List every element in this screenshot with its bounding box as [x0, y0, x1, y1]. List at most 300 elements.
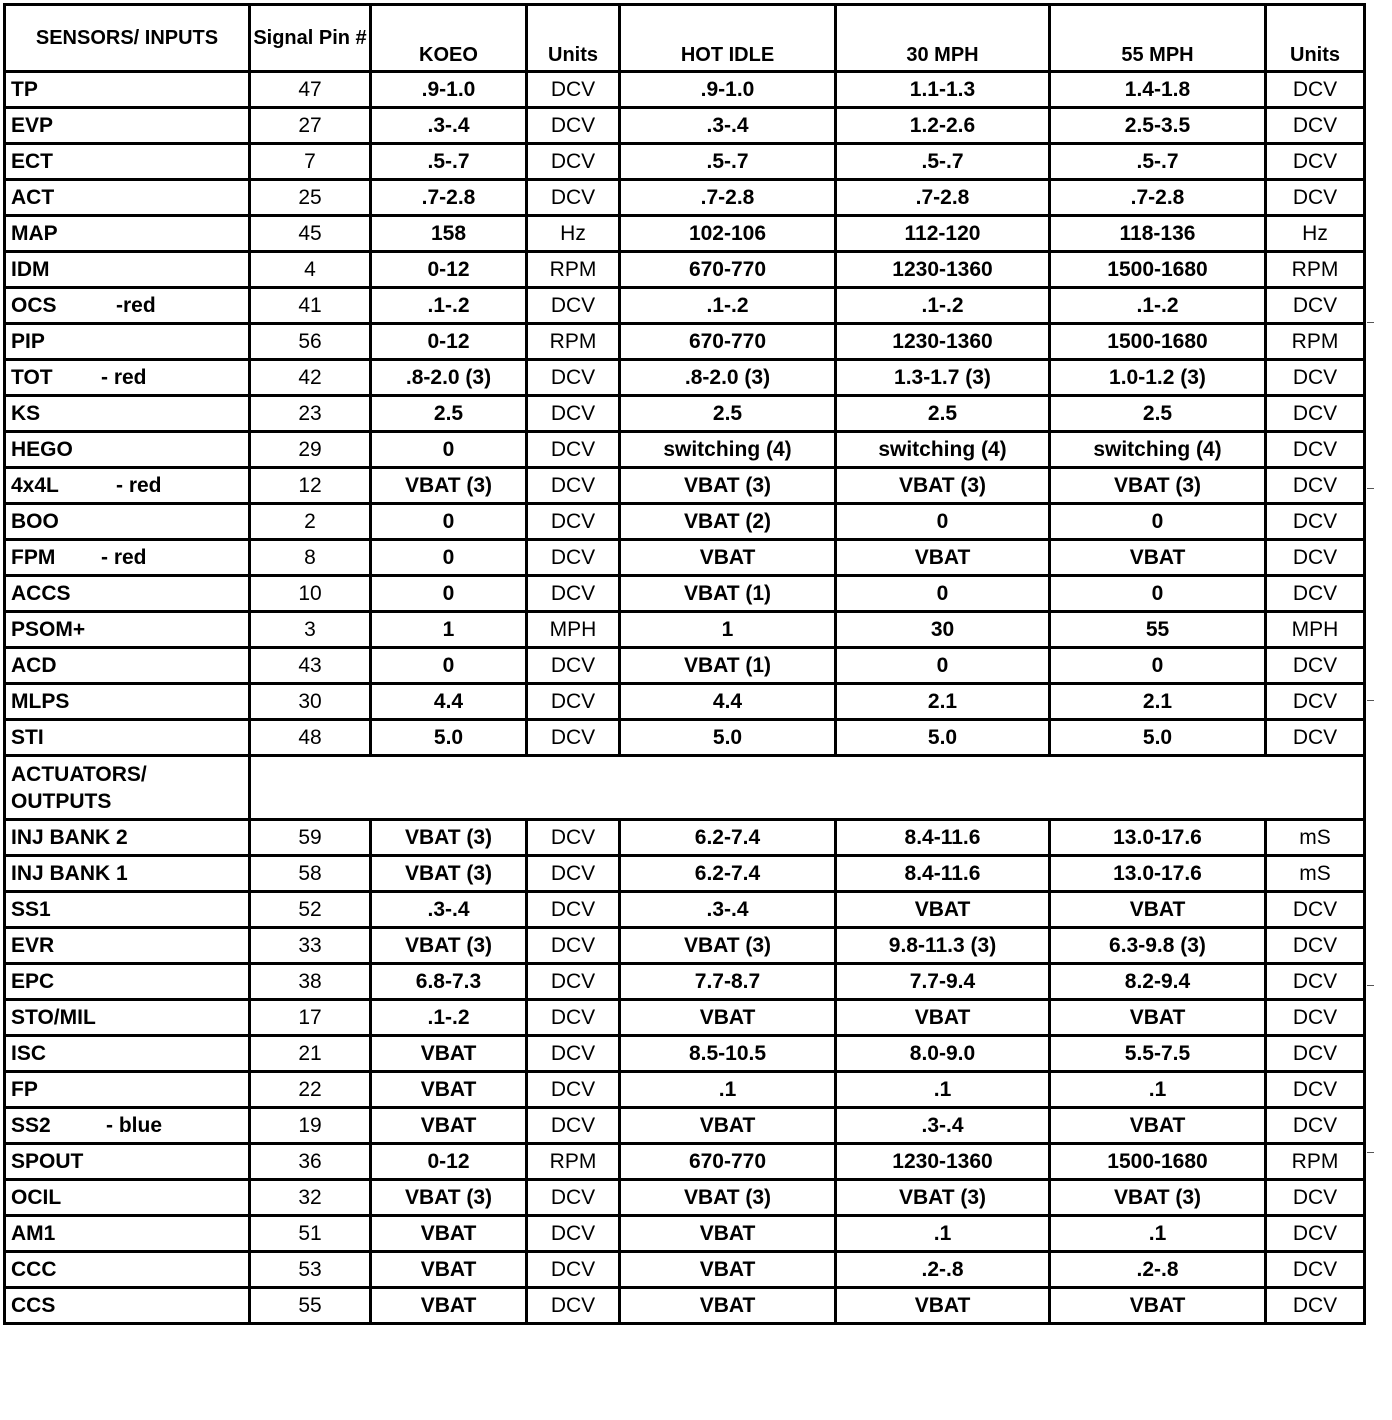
table-row	[5, 324, 1365, 360]
margin-tick	[1367, 488, 1374, 489]
value-cell-units1: DCV	[527, 72, 620, 108]
value-cell-mph55: .1	[1050, 1072, 1266, 1108]
value-cell-koeo: 2.5	[371, 396, 527, 432]
value-cell-koeo: VBAT	[371, 1108, 527, 1144]
table-row	[5, 928, 1365, 964]
signal-name-cell	[5, 324, 250, 360]
table-row	[5, 396, 1365, 432]
value-cell-mph55: VBAT	[1050, 540, 1266, 576]
value-cell-mph30: VBAT	[836, 1288, 1050, 1324]
table-row	[5, 720, 1365, 756]
value-cell-mph30: 8.4-11.6	[836, 820, 1050, 856]
value-cell-mph30: 2.5	[836, 396, 1050, 432]
value-cell-mph30: 8.0-9.0	[836, 1036, 1050, 1072]
signal-name: INJ BANK 1	[11, 861, 128, 885]
value-cell-units1: RPM	[527, 252, 620, 288]
signal-name-cell	[5, 180, 250, 216]
signal-name-cell	[5, 648, 250, 684]
table-row	[5, 576, 1365, 612]
value-cell-hot-idle: 670-770	[620, 1144, 836, 1180]
value-cell-mph30: .3-.4	[836, 1108, 1050, 1144]
signal-name: PIP	[11, 329, 45, 353]
table-row	[5, 1108, 1365, 1144]
signal-name: KS	[11, 401, 41, 425]
value-cell-koeo: 0	[371, 576, 527, 612]
value-cell-units2: DCV	[1266, 928, 1365, 964]
value-cell-units2: DCV	[1266, 576, 1365, 612]
value-cell-koeo: .7-2.8	[371, 180, 527, 216]
signal-name-cell	[5, 1288, 250, 1324]
value-cell-mph30: 5.0	[836, 720, 1050, 756]
value-cell-pin: 41	[250, 288, 371, 324]
value-cell-koeo: 1	[371, 612, 527, 648]
value-cell-koeo: 0	[371, 432, 527, 468]
value-cell-hot-idle: VBAT (1)	[620, 576, 836, 612]
value-cell-pin: 45	[250, 216, 371, 252]
signal-name: ECT	[11, 149, 53, 173]
value-cell-hot-idle: VBAT	[620, 1252, 836, 1288]
value-cell-units2: MPH	[1266, 612, 1365, 648]
value-cell-pin: 12	[250, 468, 371, 504]
value-cell-hot-idle: .3-.4	[620, 892, 836, 928]
value-cell-mph55: 0	[1050, 648, 1266, 684]
value-cell-hot-idle: .1-.2	[620, 288, 836, 324]
table-row	[5, 252, 1365, 288]
value-cell-hot-idle: 670-770	[620, 324, 836, 360]
table-row	[5, 360, 1365, 396]
value-cell-koeo: 4.4	[371, 684, 527, 720]
signal-name: EVP	[11, 113, 54, 137]
value-cell-units1: MPH	[527, 612, 620, 648]
value-cell-koeo: VBAT (3)	[371, 928, 527, 964]
value-cell-mph30: 30	[836, 612, 1050, 648]
value-cell-pin: 29	[250, 432, 371, 468]
value-cell-pin: 36	[250, 1144, 371, 1180]
table-row	[5, 1036, 1365, 1072]
value-cell-pin: 8	[250, 540, 371, 576]
value-cell-hot-idle: 8.5-10.5	[620, 1036, 836, 1072]
header-row	[5, 5, 1365, 72]
signal-name: FPM	[11, 545, 56, 569]
value-cell-koeo: 5.0	[371, 720, 527, 756]
signal-name-cell	[5, 1072, 250, 1108]
value-cell-mph55: VBAT (3)	[1050, 468, 1266, 504]
value-cell-units2: DCV	[1266, 1180, 1365, 1216]
value-cell-units1: DCV	[527, 648, 620, 684]
value-cell-koeo: 0	[371, 648, 527, 684]
signal-name-cell	[5, 856, 250, 892]
value-cell-units1: DCV	[527, 468, 620, 504]
signal-name: 4x4L	[11, 473, 59, 497]
table-row	[5, 1180, 1365, 1216]
signal-name-cell	[5, 360, 250, 396]
value-cell-hot-idle: 5.0	[620, 720, 836, 756]
value-cell-koeo: 0	[371, 504, 527, 540]
value-cell-units2: DCV	[1266, 1072, 1365, 1108]
signal-name: ACCS	[11, 581, 71, 605]
signal-name-cell	[5, 892, 250, 928]
value-cell-units2: DCV	[1266, 1216, 1365, 1252]
table-row	[5, 1000, 1365, 1036]
value-cell-pin: 19	[250, 1108, 371, 1144]
value-cell-hot-idle: 670-770	[620, 252, 836, 288]
value-cell-pin: 17	[250, 1000, 371, 1036]
table-row	[5, 856, 1365, 892]
value-cell-units1: DCV	[527, 432, 620, 468]
signal-name-cell	[5, 1108, 250, 1144]
value-cell-units2: DCV	[1266, 1252, 1365, 1288]
value-cell-koeo: VBAT (3)	[371, 1180, 527, 1216]
table-row	[5, 504, 1365, 540]
value-cell-mph55: 118-136	[1050, 216, 1266, 252]
value-cell-units2: DCV	[1266, 684, 1365, 720]
value-cell-pin: 4	[250, 252, 371, 288]
value-cell-hot-idle: VBAT (3)	[620, 928, 836, 964]
signal-name: SPOUT	[11, 1149, 84, 1173]
value-cell-mph30: .1	[836, 1072, 1050, 1108]
value-cell-mph30: 1230-1360	[836, 252, 1050, 288]
value-cell-pin: 53	[250, 1252, 371, 1288]
value-cell-hot-idle: 2.5	[620, 396, 836, 432]
value-cell-mph30: VBAT (3)	[836, 468, 1050, 504]
value-cell-mph30: .5-.7	[836, 144, 1050, 180]
value-cell-hot-idle: .7-2.8	[620, 180, 836, 216]
value-cell-units2: DCV	[1266, 288, 1365, 324]
value-cell-mph55: VBAT (3)	[1050, 1180, 1266, 1216]
value-cell-units1: DCV	[527, 504, 620, 540]
signal-name-cell	[5, 468, 250, 504]
header-koeo: KOEO	[371, 5, 527, 72]
value-cell-koeo: VBAT	[371, 1072, 527, 1108]
value-cell-mph30: 8.4-11.6	[836, 856, 1050, 892]
value-cell-koeo: .8-2.0 (3)	[371, 360, 527, 396]
table-row	[5, 964, 1365, 1000]
signal-name: FP	[11, 1077, 38, 1101]
signal-name-cell	[5, 540, 250, 576]
value-cell-units1: DCV	[527, 1036, 620, 1072]
value-cell-hot-idle: VBAT	[620, 1216, 836, 1252]
signal-name: INJ BANK 2	[11, 825, 128, 849]
value-cell-units1: DCV	[527, 928, 620, 964]
value-cell-mph30: .1-.2	[836, 288, 1050, 324]
signal-name-cell	[5, 1180, 250, 1216]
value-cell-mph55: 1500-1680	[1050, 252, 1266, 288]
value-cell-mph30: switching (4)	[836, 432, 1050, 468]
signal-name: AM1	[11, 1221, 56, 1245]
value-cell-mph55: .1	[1050, 1216, 1266, 1252]
section-row-outputs	[5, 756, 1365, 820]
table-row	[5, 648, 1365, 684]
header-units-2: Units	[1266, 5, 1365, 72]
value-cell-units2: DCV	[1266, 504, 1365, 540]
value-cell-mph55: 2.1	[1050, 684, 1266, 720]
signal-name-cell	[5, 144, 250, 180]
value-cell-units1: DCV	[527, 108, 620, 144]
signal-name-cell	[5, 504, 250, 540]
value-cell-mph55: switching (4)	[1050, 432, 1266, 468]
value-cell-koeo: 0-12	[371, 1144, 527, 1180]
table-row	[5, 1252, 1365, 1288]
value-cell-units2: DCV	[1266, 360, 1365, 396]
value-cell-mph30: 0	[836, 504, 1050, 540]
value-cell-mph55: 0	[1050, 504, 1266, 540]
value-cell-koeo: VBAT	[371, 1216, 527, 1252]
signal-name: HEGO	[11, 437, 73, 461]
header-sensors-inputs: SENSORS/ INPUTS	[5, 5, 250, 72]
value-cell-mph55: 13.0-17.6	[1050, 856, 1266, 892]
value-cell-mph30: 1230-1360	[836, 324, 1050, 360]
wire-color-note: -red	[116, 293, 156, 317]
value-cell-pin: 10	[250, 576, 371, 612]
table-row	[5, 216, 1365, 252]
value-cell-mph55: 0	[1050, 576, 1266, 612]
value-cell-mph55: 6.3-9.8 (3)	[1050, 928, 1266, 964]
value-cell-koeo: VBAT (3)	[371, 856, 527, 892]
value-cell-koeo: 6.8-7.3	[371, 964, 527, 1000]
value-cell-koeo: 0	[371, 540, 527, 576]
value-cell-pin: 48	[250, 720, 371, 756]
table-row	[5, 892, 1365, 928]
value-cell-koeo: VBAT	[371, 1288, 527, 1324]
value-cell-units2: RPM	[1266, 252, 1365, 288]
table-row	[5, 1288, 1365, 1324]
value-cell-units1: DCV	[527, 576, 620, 612]
value-cell-mph30: 0	[836, 576, 1050, 612]
signal-name: STI	[11, 725, 44, 749]
value-cell-mph55: VBAT	[1050, 1288, 1266, 1324]
signal-name-cell	[5, 108, 250, 144]
signal-name: ACT	[11, 185, 55, 209]
value-cell-hot-idle: VBAT (3)	[620, 468, 836, 504]
value-cell-mph30: .1	[836, 1216, 1050, 1252]
value-cell-units1: DCV	[527, 1180, 620, 1216]
value-cell-koeo: .3-.4	[371, 892, 527, 928]
signal-name-cell	[5, 1216, 250, 1252]
value-cell-koeo: VBAT (3)	[371, 820, 527, 856]
value-cell-hot-idle: .5-.7	[620, 144, 836, 180]
value-cell-units1: DCV	[527, 180, 620, 216]
signal-name-cell	[5, 1144, 250, 1180]
signal-name: ACD	[11, 653, 57, 677]
signal-name: SS2	[11, 1113, 51, 1137]
value-cell-koeo: .9-1.0	[371, 72, 527, 108]
signal-name-cell	[5, 928, 250, 964]
value-cell-units2: DCV	[1266, 964, 1365, 1000]
value-cell-units1: DCV	[527, 1288, 620, 1324]
value-cell-units2: DCV	[1266, 396, 1365, 432]
margin-tick	[1367, 700, 1374, 701]
signal-name-cell	[5, 432, 250, 468]
value-cell-mph55: 55	[1050, 612, 1266, 648]
signal-name: IDM	[11, 257, 50, 281]
value-cell-units1: RPM	[527, 1144, 620, 1180]
value-cell-koeo: VBAT	[371, 1252, 527, 1288]
value-cell-mph30: 2.1	[836, 684, 1050, 720]
value-cell-units2: DCV	[1266, 1000, 1365, 1036]
value-cell-mph30: VBAT	[836, 540, 1050, 576]
signal-name-cell	[5, 612, 250, 648]
signal-name: OCIL	[11, 1185, 62, 1209]
value-cell-hot-idle: VBAT	[620, 1000, 836, 1036]
table-row	[5, 468, 1365, 504]
value-cell-units1: DCV	[527, 856, 620, 892]
value-cell-units1: DCV	[527, 540, 620, 576]
value-cell-units1: DCV	[527, 684, 620, 720]
value-cell-units2: RPM	[1266, 324, 1365, 360]
signal-name: CCC	[11, 1257, 57, 1281]
signal-name-cell	[5, 1036, 250, 1072]
value-cell-mph30: VBAT	[836, 1000, 1050, 1036]
signal-name: PSOM+	[11, 617, 86, 641]
value-cell-mph30: VBAT	[836, 892, 1050, 928]
value-cell-hot-idle: .3-.4	[620, 108, 836, 144]
value-cell-mph30: 1.3-1.7 (3)	[836, 360, 1050, 396]
value-cell-koeo: .1-.2	[371, 288, 527, 324]
value-cell-units2: DCV	[1266, 180, 1365, 216]
value-cell-units2: DCV	[1266, 72, 1365, 108]
signal-name-cell	[5, 1000, 250, 1036]
table-row	[5, 108, 1365, 144]
signal-name-cell	[5, 720, 250, 756]
value-cell-hot-idle: 6.2-7.4	[620, 856, 836, 892]
value-cell-units2: DCV	[1266, 1036, 1365, 1072]
table-row	[5, 432, 1365, 468]
value-cell-pin: 2	[250, 504, 371, 540]
value-cell-mph30: .2-.8	[836, 1252, 1050, 1288]
signal-name-cell	[5, 252, 250, 288]
value-cell-mph55: .2-.8	[1050, 1252, 1266, 1288]
value-cell-units1: DCV	[527, 288, 620, 324]
table-row	[5, 1216, 1365, 1252]
value-cell-units2: DCV	[1266, 468, 1365, 504]
signal-name-cell	[5, 820, 250, 856]
wire-color-note: - red	[116, 473, 162, 497]
signal-name-cell	[5, 72, 250, 108]
value-cell-hot-idle: switching (4)	[620, 432, 836, 468]
value-cell-hot-idle: .1	[620, 1072, 836, 1108]
value-cell-mph55: 13.0-17.6	[1050, 820, 1266, 856]
value-cell-units2: DCV	[1266, 540, 1365, 576]
signal-name: BOO	[11, 509, 59, 533]
value-cell-units1: DCV	[527, 820, 620, 856]
signal-spec-table	[3, 3, 1366, 1325]
value-cell-mph55: 2.5	[1050, 396, 1266, 432]
value-cell-units1: DCV	[527, 892, 620, 928]
value-cell-units1: DCV	[527, 144, 620, 180]
value-cell-mph30: 112-120	[836, 216, 1050, 252]
value-cell-pin: 27	[250, 108, 371, 144]
value-cell-pin: 51	[250, 1216, 371, 1252]
table-row	[5, 1144, 1365, 1180]
value-cell-pin: 58	[250, 856, 371, 892]
value-cell-pin: 30	[250, 684, 371, 720]
value-cell-pin: 7	[250, 144, 371, 180]
value-cell-mph30: 9.8-11.3 (3)	[836, 928, 1050, 964]
value-cell-mph55: 8.2-9.4	[1050, 964, 1266, 1000]
wire-color-note: - red	[101, 365, 147, 389]
table-body	[5, 72, 1365, 1324]
signal-name: TOT	[11, 365, 53, 389]
value-cell-mph55: .1-.2	[1050, 288, 1266, 324]
value-cell-units2: DCV	[1266, 108, 1365, 144]
value-cell-mph30: 1230-1360	[836, 1144, 1050, 1180]
value-cell-pin: 3	[250, 612, 371, 648]
value-cell-pin: 56	[250, 324, 371, 360]
value-cell-pin: 55	[250, 1288, 371, 1324]
margin-tick	[1367, 322, 1374, 323]
value-cell-pin: 25	[250, 180, 371, 216]
value-cell-pin: 42	[250, 360, 371, 396]
table-row	[5, 288, 1365, 324]
value-cell-hot-idle: 102-106	[620, 216, 836, 252]
table-row	[5, 540, 1365, 576]
value-cell-hot-idle: .8-2.0 (3)	[620, 360, 836, 396]
value-cell-units2: mS	[1266, 856, 1365, 892]
value-cell-pin: 47	[250, 72, 371, 108]
value-cell-hot-idle: 7.7-8.7	[620, 964, 836, 1000]
value-cell-units2: DCV	[1266, 892, 1365, 928]
value-cell-mph55: VBAT	[1050, 892, 1266, 928]
value-cell-units2: DCV	[1266, 720, 1365, 756]
value-cell-hot-idle: VBAT	[620, 540, 836, 576]
value-cell-mph55: 1500-1680	[1050, 1144, 1266, 1180]
value-cell-pin: 33	[250, 928, 371, 964]
value-cell-units2: Hz	[1266, 216, 1365, 252]
value-cell-koeo: VBAT (3)	[371, 468, 527, 504]
value-cell-pin: 52	[250, 892, 371, 928]
value-cell-mph55: 2.5-3.5	[1050, 108, 1266, 144]
signal-name-cell	[5, 684, 250, 720]
signal-name-cell	[5, 964, 250, 1000]
value-cell-units1: DCV	[527, 1252, 620, 1288]
value-cell-units1: DCV	[527, 396, 620, 432]
value-cell-mph30: 7.7-9.4	[836, 964, 1050, 1000]
signal-name: SS1	[11, 897, 51, 921]
value-cell-mph30: 1.1-1.3	[836, 72, 1050, 108]
value-cell-hot-idle: VBAT	[620, 1288, 836, 1324]
table-row	[5, 1072, 1365, 1108]
signal-name: STO/MIL	[11, 1005, 96, 1029]
value-cell-hot-idle: VBAT (3)	[620, 1180, 836, 1216]
table-row	[5, 612, 1365, 648]
value-cell-mph55: .5-.7	[1050, 144, 1266, 180]
value-cell-mph55: 1.4-1.8	[1050, 72, 1266, 108]
value-cell-koeo: .5-.7	[371, 144, 527, 180]
value-cell-mph55: 5.0	[1050, 720, 1266, 756]
value-cell-hot-idle: 4.4	[620, 684, 836, 720]
value-cell-units2: DCV	[1266, 432, 1365, 468]
value-cell-hot-idle: VBAT (1)	[620, 648, 836, 684]
value-cell-mph55: 1.0-1.2 (3)	[1050, 360, 1266, 396]
signal-name: TP	[11, 77, 38, 101]
signal-name: EPC	[11, 969, 55, 993]
value-cell-pin: 22	[250, 1072, 371, 1108]
header-signal-pin: Signal Pin #	[250, 5, 371, 72]
value-cell-pin: 38	[250, 964, 371, 1000]
value-cell-koeo: VBAT	[371, 1036, 527, 1072]
value-cell-units1: DCV	[527, 964, 620, 1000]
value-cell-units1: RPM	[527, 324, 620, 360]
margin-tick	[1367, 1152, 1374, 1153]
value-cell-koeo: 0-12	[371, 324, 527, 360]
margin-tick	[1367, 985, 1374, 986]
value-cell-units2: DCV	[1266, 144, 1365, 180]
value-cell-koeo: .3-.4	[371, 108, 527, 144]
value-cell-hot-idle: VBAT	[620, 1108, 836, 1144]
value-cell-units1: DCV	[527, 1000, 620, 1036]
value-cell-hot-idle: .9-1.0	[620, 72, 836, 108]
section-heading-actuators-outputs: ACTUATORS/ OUTPUTS	[5, 756, 250, 820]
